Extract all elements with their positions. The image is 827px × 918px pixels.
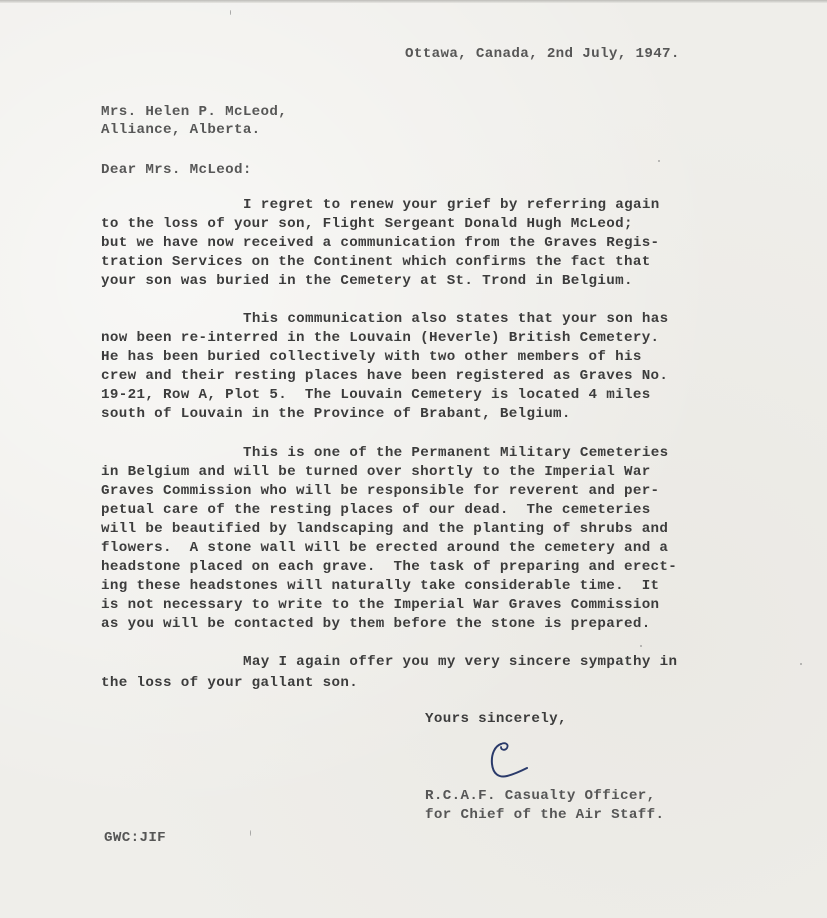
paragraph-line: crew and their resting places have been registered as Graves No. xyxy=(101,368,669,384)
page-top-edge xyxy=(0,0,827,3)
paragraph-line: your son was buried in the Cemetery at St. Trond in Belgium. xyxy=(101,273,633,289)
paragraph-line: now been re-interred in the Louvain (Heverle) British Cemetery. xyxy=(101,330,660,346)
paragraph-line: the loss of your gallant son. xyxy=(101,675,359,691)
signatory-title: R.C.A.F. Casualty Officer, xyxy=(425,788,656,804)
salutation: Dear Mrs. McLeod: xyxy=(101,162,252,178)
closing: Yours sincerely, xyxy=(425,711,567,727)
paragraph-line: petual care of the resting places of our dead. The cemeteries xyxy=(101,502,651,518)
paragraph-line: Graves Commission who will be responsible for reverent and per- xyxy=(101,483,660,499)
paragraph-line: 19-21, Row A, Plot 5. The Louvain Cemetery is located 4 miles xyxy=(101,387,651,403)
paragraph-line: will be beautified by landscaping and the planting of shrubs and xyxy=(101,521,669,537)
paragraph-line: He has been buried collectively with two other members of his xyxy=(101,349,642,365)
paragraph-line: This is one of the Permanent Military Cemeteries xyxy=(243,445,669,461)
paragraph-line: May I again offer you my very sincere sympathy in xyxy=(243,654,678,670)
paragraph-line: tration Services on the Continent which confirms the fact that xyxy=(101,254,651,270)
recipient-address: Alliance, Alberta. xyxy=(101,122,261,138)
paragraph-line: flowers. A stone wall will be erected around the cemetery and a xyxy=(101,540,669,556)
paragraph-line: in Belgium and will be turned over shortly to the Imperial War xyxy=(101,464,651,480)
paper-speck xyxy=(640,645,642,647)
signatory-on-behalf: for Chief of the Air Staff. xyxy=(425,807,665,823)
paragraph-line: I regret to renew your grief by referring again xyxy=(243,197,660,213)
paragraph-line: south of Louvain in the Province of Brabant, Belgium. xyxy=(101,406,571,422)
handwritten-signature xyxy=(487,740,532,782)
paragraph-line: is not necessary to write to the Imperial War Graves Commission xyxy=(101,597,660,613)
paragraph-line: headstone placed on each grave. The task of preparing and erect- xyxy=(101,559,678,575)
paper-speck xyxy=(250,830,251,836)
paragraph-line: but we have now received a communication from the Graves Regis- xyxy=(101,235,660,251)
dateline: Ottawa, Canada, 2nd July, 1947. xyxy=(405,46,680,62)
paper-speck xyxy=(658,160,660,162)
paragraph-line: to the loss of your son, Flight Sergeant Donald Hugh McLeod; xyxy=(101,216,633,232)
reference-initials: GWC:JIF xyxy=(104,830,167,846)
paragraph-line: This communication also states that your son has xyxy=(243,311,669,327)
paper-speck xyxy=(230,10,231,15)
paragraph-line: ing these headstones will naturally take considerable time. It xyxy=(101,578,660,594)
recipient-name: Mrs. Helen P. McLeod, xyxy=(101,104,288,120)
paragraph-line: as you will be contacted by them before the stone is prepared. xyxy=(101,616,651,632)
paper-speck xyxy=(800,663,802,665)
